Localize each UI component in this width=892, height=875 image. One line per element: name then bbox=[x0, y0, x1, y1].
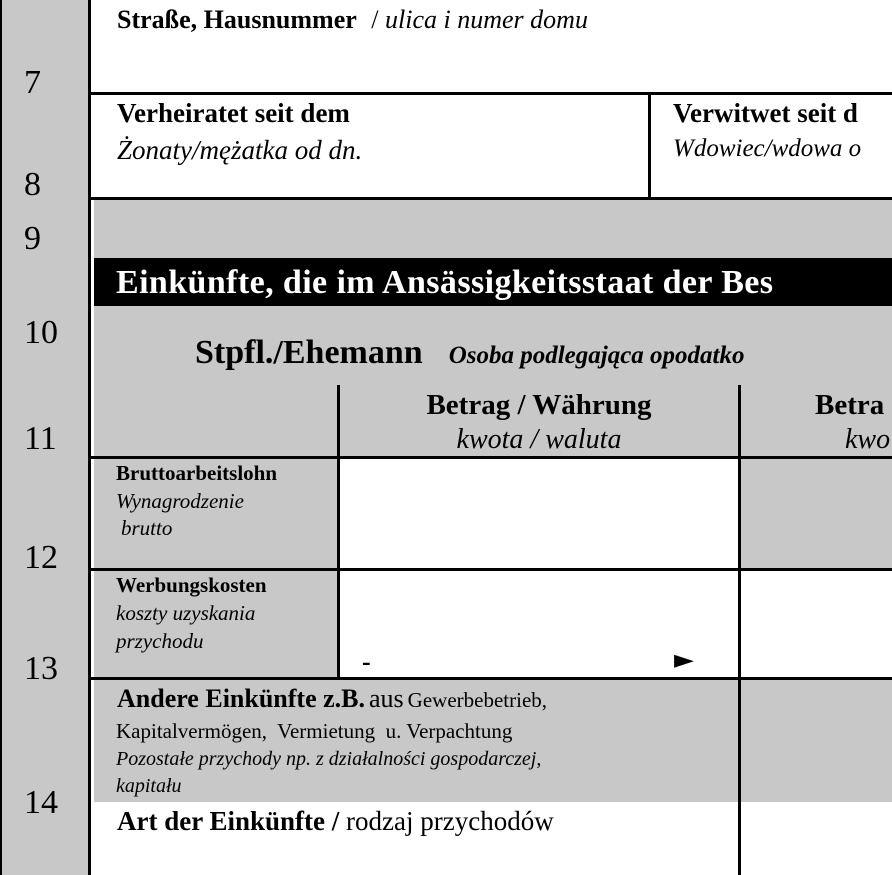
other-income-pl1: Pozostałe przychody np. z działalności gospodarczej, bbox=[116, 748, 542, 770]
street-input[interactable] bbox=[94, 42, 892, 92]
expenses-label-pl1: koszty uzyskania bbox=[116, 601, 256, 625]
taxpayer-heading bbox=[195, 334, 745, 372]
widowed-since-label-de: Verwitwet seit d bbox=[673, 98, 858, 128]
other-income-amount2-cell bbox=[741, 680, 892, 802]
income-type-amount2-input[interactable] bbox=[741, 802, 892, 875]
line-number-9: 9 bbox=[24, 220, 41, 257]
other-income-de-aus: aus bbox=[369, 684, 404, 713]
col1-header-de: Betrag / Währung bbox=[426, 389, 652, 421]
expenses-label-de: Werbungskosten bbox=[116, 573, 267, 597]
arrow-right-icon: ► bbox=[674, 645, 694, 675]
gross-wage-label-pl1: Wynagrodzenie bbox=[116, 489, 244, 513]
line-number-13: 13 bbox=[24, 650, 58, 687]
street-label-sep: / bbox=[371, 5, 379, 34]
col1-header-pl: kwota / waluta bbox=[456, 424, 622, 455]
col2-header-pl: kwo bbox=[845, 424, 891, 455]
widowed-since-label-pl: Wdowiec/wdowa o bbox=[673, 135, 862, 162]
line-number-7: 7 bbox=[24, 64, 41, 101]
gross-wage-label-de: Bruttoarbeitslohn bbox=[116, 461, 278, 485]
street-label-pl: ulica i numer domu bbox=[385, 5, 588, 34]
line-number-12: 12 bbox=[24, 539, 58, 576]
expenses-amount2-input[interactable] bbox=[741, 571, 892, 678]
row9-band bbox=[94, 200, 892, 258]
line-number-10: 10 bbox=[24, 314, 58, 351]
divider bbox=[91, 92, 892, 95]
expenses-label-pl2: przychodu bbox=[116, 629, 204, 653]
gross-wage-amount-input[interactable] bbox=[340, 459, 738, 568]
income-type-de: Art der Einkünfte bbox=[117, 806, 326, 836]
section-title-band bbox=[94, 258, 892, 306]
other-income-pl2: kapitału bbox=[116, 775, 182, 797]
taxpayer-title-pl: Osoba podlegająca opodatko bbox=[448, 342, 745, 369]
line-number-8: 8 bbox=[24, 166, 41, 203]
divider bbox=[648, 92, 651, 199]
expenses-amount-input[interactable] bbox=[340, 571, 738, 678]
gross-wage-amount2-cell bbox=[741, 459, 892, 568]
income-type-input[interactable] bbox=[94, 842, 738, 875]
married-since-label-pl: Żonaty/mężatka od dn. bbox=[117, 135, 363, 165]
minus-sign: - bbox=[362, 647, 371, 676]
married-since-label-de: Verheiratet seit dem bbox=[117, 98, 350, 128]
street-label bbox=[117, 5, 588, 35]
line-number-14: 14 bbox=[24, 784, 58, 821]
street-label-de: Straße, Hausnummer bbox=[117, 5, 357, 34]
income-type-pl: rodzaj przychodów bbox=[346, 806, 554, 836]
income-type-sep: / bbox=[331, 806, 340, 836]
other-income-line2: Kapitalvermögen, Vermietung u. Verpachtung bbox=[116, 719, 513, 743]
col2-header-de: Betra bbox=[815, 389, 885, 421]
taxpayer-title-de: Stpfl./Ehemann bbox=[195, 334, 423, 371]
other-income-line1 bbox=[117, 684, 547, 714]
income-type-label bbox=[117, 806, 554, 837]
other-income-de-bold: Andere Einkünfte z.B. bbox=[117, 684, 365, 713]
gross-wage-label-pl2: brutto bbox=[121, 516, 173, 540]
line-number-11: 11 bbox=[24, 420, 57, 457]
other-income-de-rest1: Gewerbebetrieb, bbox=[407, 688, 548, 712]
section-title: Einkünfte, die im Ansässigkeitsstaat der Bes bbox=[116, 264, 774, 301]
